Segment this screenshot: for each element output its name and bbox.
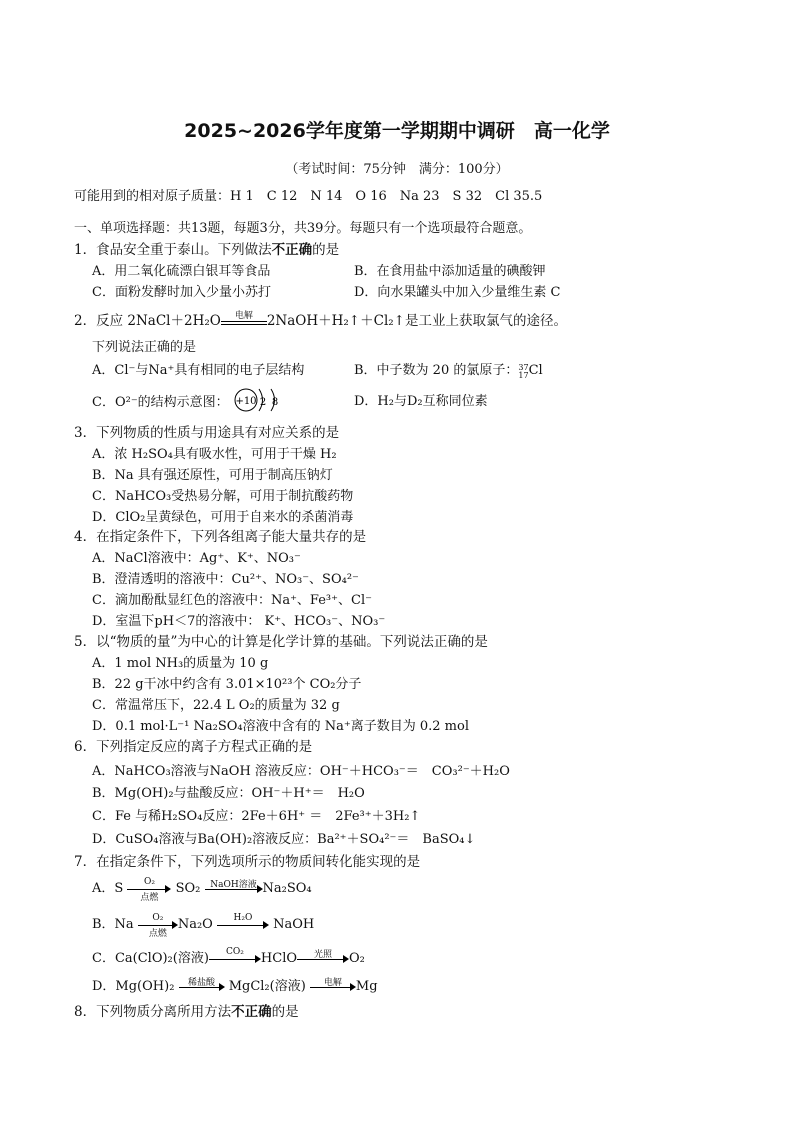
question-6-stem: 6．下列指定反应的离子方程式正确的是	[74, 739, 313, 755]
q1-stem-a: 1．食品安全重于泰山。下列做法	[74, 242, 272, 258]
q6-option-b: B．Mg(OH)₂与盐酸反应：OH⁻＋H⁺＝ H₂O	[92, 786, 365, 801]
q6-option-d: D．CuSO₄溶液与Ba(OH)₂溶液反应：Ba²⁺＋SO₄²⁻＝ BaSO₄↓	[92, 832, 476, 847]
nucleus-charge: +10	[235, 396, 257, 407]
arrow-condition-top: O₂	[143, 877, 155, 887]
q2-option-b-text: B．中子数为 20 的氯原子：	[354, 363, 519, 378]
q7-b-product: NaOH	[273, 917, 315, 932]
q8-stem-b: 的是	[271, 1004, 299, 1020]
arrow-condition-bottom: 点燃	[140, 893, 159, 903]
q2-sub-stem: 下列说法正确的是	[92, 340, 197, 355]
q1-stem-emphasis: 不正确	[271, 242, 313, 258]
q1-option-a: A．用二氧化硫漂白银耳等食品	[92, 264, 271, 279]
arrow-condition-bottom: 点燃	[148, 929, 167, 939]
q7-option-d	[92, 975, 378, 996]
electrolysis-equals-sign	[221, 313, 267, 331]
mass-number: 37	[518, 363, 529, 372]
question-1-stem	[74, 238, 339, 258]
q3-option-a: A．浓 H₂SO₄具有吸水性，可用于干燥 H₂	[92, 447, 337, 462]
q7-option-b	[92, 913, 315, 939]
arrow-condition-top: CO₂	[225, 947, 244, 957]
q7-d-intermediate: MgCl₂(溶液)	[228, 979, 306, 994]
q2-equation-right: 2NaOH＋H₂↑＋Cl₂↑是工业上获取氯气的途径。	[266, 313, 567, 329]
question-3-stem: 3．下列物质的性质与用途具有对应关系的是	[74, 425, 340, 441]
q1-option-d: D．向水果罐头中加入少量维生素 C	[354, 285, 561, 300]
q7-b-intermediate: Na₂O	[177, 917, 213, 932]
q2-option-c	[92, 386, 291, 416]
q7-option-a	[92, 877, 312, 903]
q7-c-product: O₂	[349, 951, 365, 966]
q4-option-b: B．澄清透明的溶液中：Cu²⁺、NO₃⁻、SO₄²⁻	[92, 572, 359, 587]
atomic-number: 17	[518, 371, 529, 380]
q1-option-c: C．面粉发酵时加入少量小苏打	[92, 285, 271, 300]
question-7-stem: 7．在指定条件下，下列选项所示的物质间转化能实现的是	[74, 854, 421, 870]
arrow-condition-top: 稀盐酸	[188, 978, 216, 988]
reaction-arrow	[297, 950, 349, 968]
q5-option-d: D．0.1 mol·L⁻¹ Na₂SO₄溶液中含有的 Na⁺离子数目为 0.2 mol	[92, 719, 469, 734]
q7-d-start: D．Mg(OH)₂	[92, 979, 175, 994]
q5-option-a: A．1 mol NH₃的质量为 10 g	[92, 656, 269, 671]
section-heading: 一、单项选择题：共13题，每题3分，共39分。每题只有一个选项最符合题意。	[74, 221, 532, 236]
q3-option-c: C．NaHCO₃受热易分解，可用于制抗酸药物	[92, 489, 354, 504]
q2-option-d: D．H₂与D₂互称同位素	[354, 394, 488, 409]
shell-2-count: 8	[271, 397, 279, 408]
q2-equation-left: 2．反应 2NaCl＋2H₂O	[74, 313, 221, 329]
element-symbol: Cl	[528, 363, 543, 378]
reaction-arrow	[217, 913, 269, 934]
arrow-condition-top: O₂	[152, 913, 164, 923]
q3-option-d: D．ClO₂呈黄绿色，可用于自来水的杀菌消毒	[92, 510, 354, 525]
q5-option-c: C．常温常压下，22.4 L O₂的质量为 32 g	[92, 698, 340, 713]
reaction-arrow	[205, 880, 263, 898]
nuclide-notation	[518, 364, 528, 380]
reaction-arrow	[127, 877, 171, 903]
page-title: 2025~2026学年度第一学期期中调研 高一化学	[184, 120, 610, 142]
question-2-stem	[74, 309, 567, 331]
q7-c-start: C．Ca(ClO)₂(溶液)	[92, 951, 209, 966]
q4-option-a: A．NaCl溶液中：Ag⁺、K⁺、NO₃⁻	[92, 551, 301, 566]
shell-1-count: 2	[259, 397, 267, 408]
reaction-arrow	[138, 913, 178, 939]
reaction-arrow	[209, 947, 261, 968]
q2-condition: 电解	[234, 311, 253, 321]
q3-option-b: B．Na 具有强还原性，可用于制高压钠灯	[92, 468, 333, 483]
q7-b-start: B．Na	[92, 917, 134, 932]
q4-option-d: D．室温下pH＜7的溶液中： K⁺、HCO₃⁻、NO₃⁻	[92, 614, 386, 629]
reaction-arrow	[310, 978, 356, 996]
question-8-stem	[74, 1000, 299, 1020]
q7-a-product: Na₂SO₄	[262, 881, 312, 896]
arrow-condition-top: 电解	[323, 978, 342, 988]
q7-d-product: Mg	[355, 979, 378, 994]
ion-structure-diagram	[233, 386, 291, 416]
q8-stem-emphasis: 不正确	[231, 1004, 272, 1020]
exam-info: （考试时间：75分钟 满分：100分）	[285, 162, 509, 177]
q7-c-intermediate: HClO	[260, 951, 298, 966]
q7-a-intermediate: SO₂	[175, 881, 201, 896]
q6-option-c: C．Fe 与稀H₂SO₄反应：2Fe＋6H⁺ ＝ 2Fe³⁺＋3H₂↑	[92, 809, 421, 824]
q5-option-b: B．22 g干冰中约含有 3.01×10²³个 CO₂分子	[92, 677, 362, 692]
q6-option-a: A．NaHCO₃溶液与NaOH 溶液反应：OH⁻＋HCO₃⁻＝ CO₃²⁻＋H₂O	[92, 764, 510, 779]
question-4-stem: 4．在指定条件下，下列各组离子能大量共存的是	[74, 529, 367, 545]
arrow-condition-top: H₂O	[233, 913, 253, 923]
question-5-stem: 5．以“物质的量”为中心的计算是化学计算的基础。下列说法正确的是	[74, 634, 488, 650]
q4-option-c: C．滴加酚酞显红色的溶液中：Na⁺、Fe³⁺、Cl⁻	[92, 593, 372, 608]
q1-option-b: B．在食用盐中添加适量的碘酸钾	[354, 264, 546, 279]
q2-option-c-text: C．O²⁻的结构示意图：	[92, 395, 229, 410]
q8-stem-a: 8．下列物质分离所用方法	[74, 1004, 232, 1020]
atomic-masses: 可能用到的相对原子质量：H 1 C 12 N 14 O 16 Na 23 S 32 Cl 35.5	[74, 189, 543, 204]
arrow-condition-top: NaOH溶液	[210, 880, 257, 890]
arrow-condition-top: 光照	[314, 950, 333, 960]
q1-stem-b: 的是	[312, 242, 340, 258]
q7-option-c	[92, 947, 365, 968]
q2-option-a: A．Cl⁻与Na⁺具有相同的电子层结构	[92, 363, 305, 378]
q2-option-b	[354, 359, 543, 380]
q7-a-start: A．S	[92, 881, 124, 896]
reaction-arrow	[179, 978, 225, 996]
